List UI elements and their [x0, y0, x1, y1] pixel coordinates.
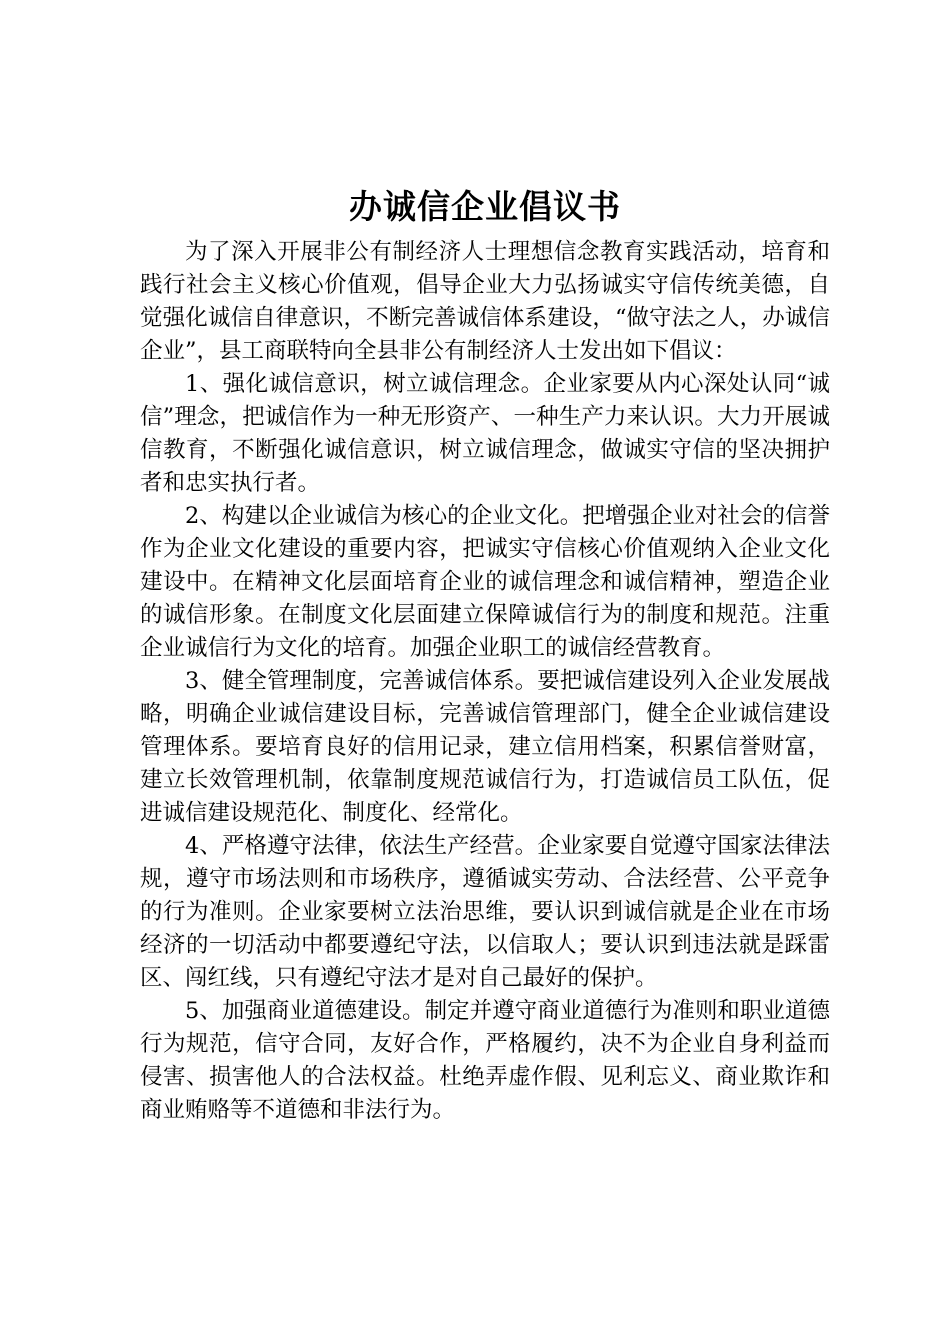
- document-title: 办诚信企业倡议书: [349, 187, 621, 226]
- proposal-paragraph-5: 5、加强商业道德建设。制定并遵守商业道德行为准则和职业道德行为规范，信守合同，友好合作，严格履约，决不为企业自身利益而侵害、损害他人的合法权益。杜绝弄虚作假、见利忘义、商业欺诈和商业贿赂等不道德和非法行为。: [140, 998, 830, 1123]
- proposal-paragraph-1: 1、强化诚信意识，树立诚信理念。企业家要从内心深处认同“诚信”理念，把诚信作为一种无形资产、一种生产力来认识。大力开展诚信教育，不断强化诚信意识，树立诚信理念，做诚实守信的坚决拥护者和忠实执行者。: [140, 371, 830, 496]
- proposal-paragraph-2: 2、构建以企业诚信为核心的企业文化。把增强企业对社会的信誉作为企业文化建设的重要内容，把诚实守信核心价值观纳入企业文化建设中。在精神文化层面培育企业的诚信理念和诚信精神，塑造企业的诚信形象。在制度文化层面建立保障诚信行为的制度和规范。注重企业诚信行为文化的培育。加强企业职工的诚信经营教育。: [140, 503, 830, 661]
- proposal-paragraph-3: 3、健全管理制度，完善诚信体系。要把诚信建设列入企业发展战略，明确企业诚信建设目标，完善诚信管理部门，健全企业诚信建设管理体系。要培育良好的信用记录，建立信用档案，积累信誉财富，建立长效管理机制，依靠制度规范诚信行为，打造诚信员工队伍，促进诚信建设规范化、制度化、经常化。: [140, 668, 830, 826]
- proposal-paragraph-4: 4、严格遵守法律，依法生产经营。企业家要自觉遵守国家法律法规，遵守市场法则和市场秩序，遵循诚实劳动、合法经营、公平竞争的行为准则。企业家要树立法治思维，要认识到诚信就是企业在市场经济的一切活动中都要遵纪守法，以信取人；要认识到违法就是踩雷区、闯红线，只有遵纪守法才是对自己最好的保护。: [140, 833, 830, 991]
- intro-paragraph: 为了深入开展非公有制经济人士理想信念教育实践活动，培育和践行社会主义核心价值观，倡导企业大力弘扬诚实守信传统美德，自觉强化诚信自律意识，不断完善诚信体系建设，“做守法之人，办诚信企业”，县工商联特向全县非公有制经济人士发出如下倡议：: [140, 239, 830, 364]
- document-page: [140, 178, 830, 1127]
